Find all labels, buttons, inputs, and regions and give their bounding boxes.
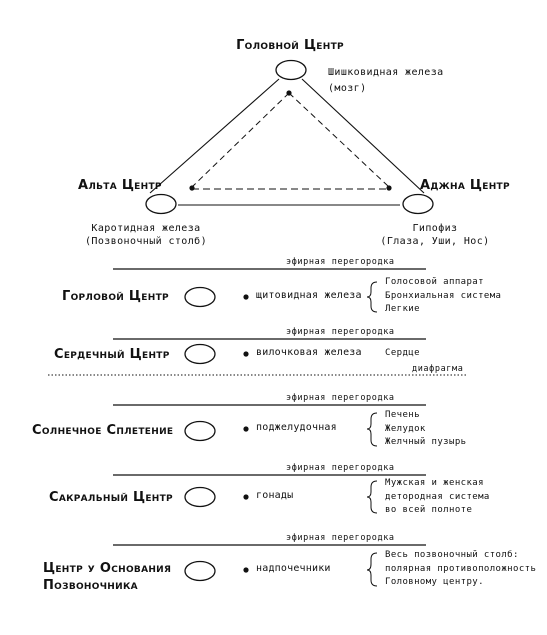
partition-label-5: эфирная перегородка [286,533,395,543]
organ-item: Мужская и женская [385,478,484,488]
partition-label-3: эфирная перегородка [286,393,395,403]
ajna-dot [386,185,391,190]
sacral-center-oval [185,488,215,507]
organ-item: Головному центру. [385,577,484,587]
throat-organs-brace [367,282,377,312]
head-dot [286,90,291,95]
sacral-dot [243,494,248,499]
organ-item: Желчный пузырь [385,437,467,447]
throat-dot [243,294,248,299]
organ-item: Сердце [385,348,420,358]
solar-plexus-oval [185,422,215,441]
throat-center-title: Горловой Центр [62,289,169,304]
organ-item: Легкие [385,304,420,314]
ajna-center-oval [403,195,433,214]
throat-gland-label: щитовидная железа [256,290,362,301]
heart-center-title: Сердечный Центр [54,347,170,362]
alta-center-title: Альта Центр [78,178,162,193]
partition-label-1: эфирная перегородка [286,257,395,267]
head-center-title: Головной Центр [236,38,344,53]
alta-gland-note: (Позвоночный столб) [85,236,207,247]
alta-center-oval [146,195,176,214]
base-center-oval [185,562,215,581]
heart-center-oval [185,345,215,364]
organ-item: Весь позвоночный столб: [385,550,519,560]
base-dot [243,567,248,572]
organ-item: детородная система [385,491,490,502]
triangle-left-edge [150,79,279,193]
alta-gland-label: Каротидная железа [91,223,201,234]
base-organs-brace [367,553,377,586]
organ-item: Печень [385,410,420,420]
sacral-organs-brace [367,481,377,513]
solar-gland-label: поджелудочная [256,422,337,433]
solar-organs-list [385,409,466,450]
inner-triangle-right [289,93,389,187]
base-center-title-line1: Центр у Основания [43,561,172,576]
sacral-organs-list [385,477,490,518]
inner-triangle-left [192,93,289,187]
sacral-gland-label: гонады [256,490,294,501]
ajna-center-title: Аджна Центр [420,178,510,193]
solar-dot [243,426,248,431]
solar-plexus-title: Солнечное Сплетение [32,423,174,438]
organ-item: Желудок [385,423,426,434]
ajna-gland-label: Гипофиз [412,223,458,234]
heart-gland-label: вилочковая железа [256,347,362,358]
heart-dot [243,351,248,356]
heart-organs-list [385,347,420,361]
diaphragm-label: диафрагма [412,364,464,374]
organ-item: во всей полноте [385,505,473,515]
base-center-title-line2: Позвоночника [43,578,138,593]
throat-center-oval [185,288,215,307]
organ-item: полярная противоположность [385,563,537,574]
sacral-center-title: Сакральный Центр [49,490,173,505]
base-organs-list [385,549,536,590]
partition-label-2: эфирная перегородка [286,327,395,337]
solar-organs-brace [367,413,377,446]
head-gland-note: (мозг) [328,83,367,94]
ajna-gland-note: (Глаза, Уши, Нос) [380,236,490,247]
head-center-oval [276,61,306,80]
throat-organs-list [385,276,501,317]
organ-item: Голосовой аппарат [385,277,484,287]
partition-label-4: эфирная перегородка [286,463,395,473]
base-gland-label: надпочечники [256,563,331,574]
organ-item: Бронхиальная система [385,290,502,301]
triangle-right-edge [302,79,424,193]
head-gland-label: Шишковидная железа [328,67,444,78]
alta-dot [189,185,194,190]
